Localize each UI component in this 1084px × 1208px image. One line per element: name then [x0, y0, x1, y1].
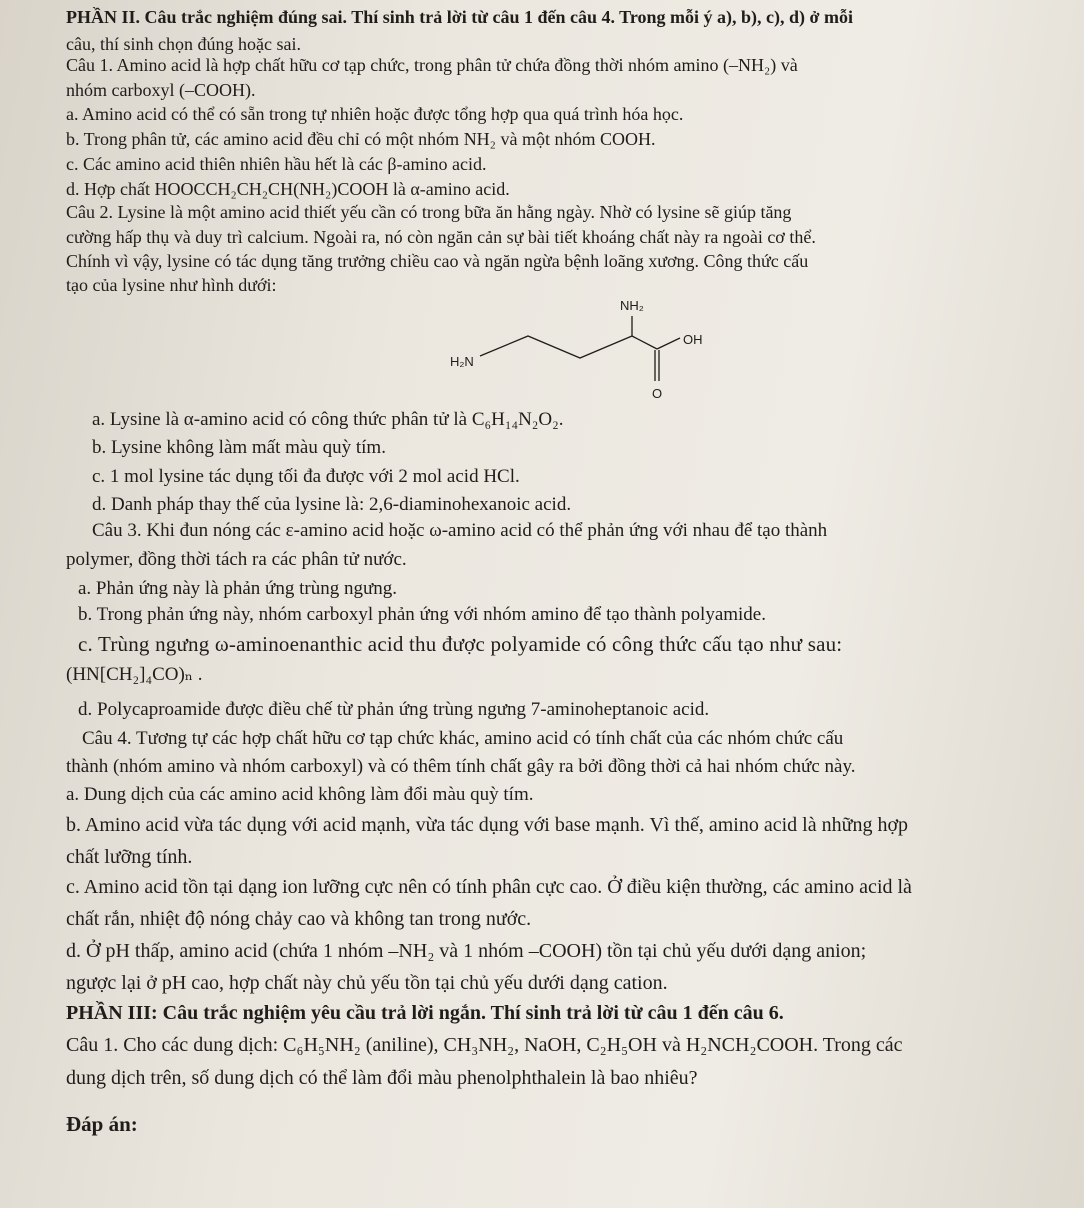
lysine-structure — [440, 292, 740, 404]
q4-option-c-line2: chất rắn, nhiệt độ nóng chảy cao và không tan trong nước. — [66, 908, 532, 930]
q1-option-b: b. Trong phân tử, các amino acid đều chỉ có một nhóm NH₂ và một nhóm COOH. — [66, 129, 656, 149]
q4-stem-line1: Câu 4. Tương tự các hợp chất hữu cơ tạp chức khác, amino acid có tính chất của các nhóm chức cấu — [82, 728, 844, 749]
part2-intro-line1: PHẦN II. Câu trắc nghiệm đúng sai. Thí sinh trả lời từ câu 1 đến câu 4. Trong mỗi ý a), b), c), d) ở mỗi — [66, 7, 853, 27]
q4-option-b-line2: chất lưỡng tính. — [66, 846, 193, 868]
q3-option-c-line1: c. Trùng ngưng ω-aminoenanthic acid thu được polyamide có công thức cấu tạo như sau: — [78, 632, 843, 656]
q3-stem-line2: polymer, đồng thời tách ra các phân tử nước. — [66, 549, 407, 570]
q2-option-d: d. Danh pháp thay thế của lysine là: 2,6-diaminohexanoic acid. — [92, 494, 572, 515]
q4-option-a: a. Dung dịch của các amino acid không làm đổi màu quỳ tím. — [66, 784, 534, 805]
q3-option-d: d. Polycaproamide được điều chế từ phản ứng trùng ngưng 7-aminoheptanoic acid. — [78, 699, 710, 720]
lysine-label-h2n: H₂N — [450, 354, 474, 369]
part3-q1-line2: dung dịch trên, số dung dịch có thể làm đổi màu phenolphthalein là bao nhiêu? — [66, 1067, 698, 1089]
q1-option-a: a. Amino acid có thể có sẵn trong tự nhiên hoặc được tổng hợp qua quá trình hóa học. — [66, 104, 684, 124]
q4-option-c-line1: c. Amino acid tồn tại dạng ion lưỡng cực nên có tính phân cực cao. Ở điều kiện thường, các amino acid là — [66, 876, 912, 898]
q1-option-c: c. Các amino acid thiên nhiên hầu hết là các β-amino acid. — [66, 154, 487, 174]
q1-option-d: d. Hợp chất HOOCCH₂CH₂CH(NH₂)COOH là α-amino acid. — [66, 179, 510, 199]
q4-option-b-line1: b. Amino acid vừa tác dụng với acid mạnh, vừa tác dụng với base mạnh. Vì thế, amino acid là những hợp — [66, 814, 909, 836]
answer-label: Đáp án: — [66, 1112, 138, 1136]
q3-option-b: b. Trong phản ứng này, nhóm carboxyl phản ứng với nhóm amino để tạo thành polyamide. — [78, 604, 766, 625]
q3-option-a: a. Phản ứng này là phản ứng trùng ngưng. — [78, 578, 398, 599]
q2-option-c: c. 1 mol lysine tác dụng tối đa được với 2 mol acid HCl. — [92, 466, 520, 487]
q4-option-d-line1: d. Ở pH thấp, amino acid (chứa 1 nhóm –NH₂ và 1 nhóm –COOH) tồn tại chủ yếu dưới dạng anion; — [66, 940, 867, 962]
lysine-label-oh: OH — [683, 332, 703, 347]
q1-stem-line1: Câu 1. Amino acid là hợp chất hữu cơ tạp chức, trong phân tử chứa đồng thời nhóm amino (–NH₂) và — [66, 55, 798, 75]
q3-option-c-formula: (HN[CH₂]₄CO)ₙ . — [66, 664, 203, 685]
q1-stem-line2: nhóm carboxyl (–COOH). — [66, 80, 256, 100]
part3-intro: PHẦN III: Câu trắc nghiệm yêu cầu trả lời ngắn. Thí sinh trả lời từ câu 1 đến câu 6. — [66, 1002, 784, 1024]
q4-stem-line2: thành (nhóm amino và nhóm carboxyl) và có thêm tính chất gây ra bởi đồng thời cả hai nhóm chức này. — [66, 756, 856, 777]
q2-option-a: a. Lysine là α-amino acid có công thức phân tử là C₆H₁₄N₂O₂. — [92, 409, 564, 430]
q2-stem-line4: tạo của lysine như hình dưới: — [66, 275, 277, 295]
q2-stem-line3: Chính vì vậy, lysine có tác dụng tăng trưởng chiều cao và ngăn ngừa bệnh loãng xương. Công thức cấu — [66, 251, 809, 271]
lysine-carbon-chain — [480, 336, 632, 358]
q4-option-d-line2: ngược lại ở pH cao, hợp chất này chủ yếu tồn tại chủ yếu dưới dạng cation. — [66, 972, 668, 994]
q3-stem-line1-text: Câu 3. Khi đun nóng các ε-amino acid hoặc ω-amino acid có thể phản ứng với nhau để tạo thành — [92, 520, 828, 541]
q2-stem-line2: cường hấp thụ và duy trì calcium. Ngoài ra, nó còn ngăn cản sự bài tiết khoáng chất này ra ngoài cơ thể. — [66, 227, 816, 247]
part3-q1-line1: Câu 1. Cho các dung dịch: C₆H₅NH₂ (aniline), CH₃NH₂, NaOH, C₂H₅OH và H₂NCH₂COOH. Trong các — [66, 1034, 903, 1056]
lysine-hydroxyl-bond — [657, 338, 680, 349]
q2-option-b: b. Lysine không làm mất màu quỳ tím. — [92, 437, 386, 458]
part2-intro-line2: câu, thí sinh chọn đúng hoặc sai. — [66, 34, 301, 54]
lysine-carboxyl-bond — [632, 336, 657, 349]
lysine-label-o: O — [652, 386, 663, 401]
q2-stem-line1: Câu 2. Lysine là một amino acid thiết yếu cần có trong bữa ăn hằng ngày. Nhờ có lysine sẽ giúp tăng — [66, 202, 792, 222]
lysine-label-nh2: NH₂ — [620, 298, 644, 313]
